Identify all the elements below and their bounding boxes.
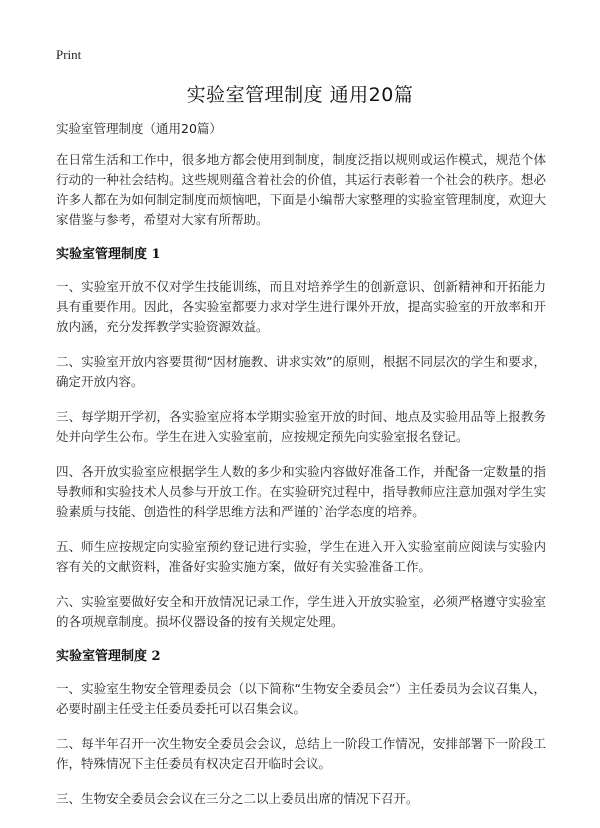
paragraph: 二、实验室开放内容要贯彻“因材施教、讲求实效”的原则，根据不同层次的学生和要求，确定开放内容。: [56, 354, 546, 389]
document-body: [56, 119, 546, 824]
document-title: 实验室管理制度 通用20篇: [186, 84, 414, 106]
section-heading: 实验室管理制度 2: [56, 649, 161, 664]
paragraph: 六、实验室要做好安全和开放情况记录工作，学生进入开放实验室，必须严格遵守实验室的各项规章制度。损坏仪器设备的按有关规定处理。: [56, 594, 546, 629]
section-heading: 实验室管理制度 1: [56, 247, 161, 262]
paragraph: 四、各开放实验室应根据学生人数的多少和实验内容做好准备工作，并配备一定数量的指导教师和实验技术人员参与开放工作。在实验研究过程中，指导教师应注意加强对学生实验素质与技能、创造性的科学思维方法和严谨的`治学态度的培养。: [56, 464, 546, 519]
paragraph: 五、师生应按规定向实验室预约登记进行实验，学生在进入开入实验室前应阅读与实验内容有关的文献资料，准备好实验实施方案，做好有关实验准备工作。: [56, 539, 546, 574]
print-link[interactable]: Print: [56, 47, 82, 62]
section-2: [56, 647, 546, 809]
paragraph: 二、每半年召开一次生物安全委员会会议，总结上一阶段工作情况，安排部署下一阶段工作，特殊情况下主任委员有权决定召开临时会议。: [56, 736, 546, 771]
section-1: [56, 245, 546, 632]
paragraph: 一、实验室开放不仅对学生技能训练，而且对培养学生的创新意识、创新精神和开拓能力具有重要作用。因此，各实验室都要力求对学生进行课外开放，提高实验室的开放率和开放内涵，充分发挥教学实验资源效益。: [56, 279, 546, 334]
intro-paragraph: 在日常生活和工作中，很多地方都会使用到制度，制度泛指以规则或运作模式，规范个体行动的一种社会结构。这些规则蕴含着社会的价值，其运行表彰着一个社会的秩序。想必许多人都在为如何制定制度而烦恼吧，下面是小编帮大家整理的实验室管理制度，欢迎大家借鉴与参考，希望对大家有所帮助。: [56, 152, 546, 227]
document-subtitle: 实验室管理制度（通用20篇）: [56, 121, 222, 136]
paragraph: 一、实验室生物安全管理委员会（以下简称“生物安全委员会”）主任委员为会议召集人，必要时副主任受主任委员委托可以召集会议。: [56, 681, 546, 716]
paragraph: 三、生物安全委员会会议在三分之二以上委员出席的情况下召开。: [56, 791, 419, 806]
paragraph: 三、每学期开学初，各实验室应将本学期实验室开放的时间、地点及实验用品等上报教务处并向学生公布。学生在进入实验室前，应按规定预先向实验室报名登记。: [56, 409, 546, 444]
